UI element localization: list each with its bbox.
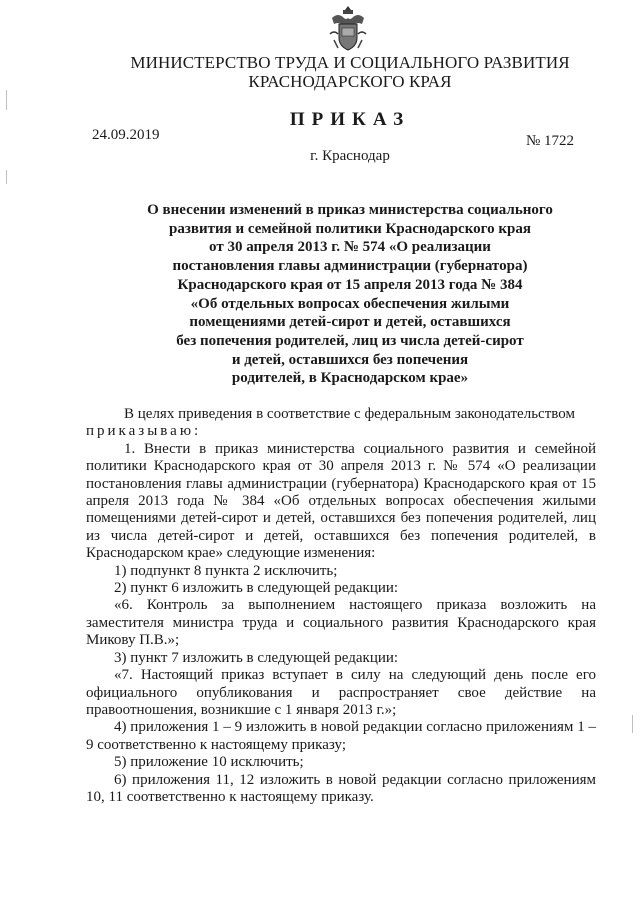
ministry-line-1: МИНИСТЕРСТВО ТРУДА И СОЦИАЛЬНОГО РАЗВИТИЯ (130, 53, 570, 72)
order-number: № 1722 (526, 133, 575, 149)
subitem-6: 6) приложения 11, 12 изложить в новой редакции согласно приложениям 10, 11 соответственно к настоящему приказу. (86, 771, 596, 805)
quote-item-6: «6. Контроль за выполнением настоящего приказа возложить на заместителя министра труда и социального развития Краснодарского края Микову П.В.»; (86, 597, 596, 649)
order-date: 24.09.2019 (92, 127, 160, 143)
order-city: г. Краснодар (310, 148, 390, 164)
subject-line: Краснодарского края от 15 апреля 2013 года № 384 (177, 276, 523, 293)
subitem-2: 2) пункт 6 изложить в следующей редакции: (114, 580, 399, 597)
order-subject (120, 201, 580, 388)
quote-item-7: «7. Настоящий приказ вступает в силу на следующий день после его официального опубликования и распространяет свое действие на правоотношения, возникшие с 1 января 2013 г.»; (86, 667, 596, 718)
subject-line: без попечения родителей, лиц из числа детей-сирот (176, 332, 524, 349)
order-word: приказываю: (86, 423, 202, 440)
item-1: 1. Внести в приказ министерства социального развития и семейной политики Краснодарского края от 30 апреля 2013 г. № 574 «О реализации постановления главы администрации (губернатора) Краснодарского края от 15 апреля 2013 года № 384 «Об отдельных вопросах обеспечения жилыми помещениями детей-сирот и детей, оставшихся без попечения родителей, лиц из числа детей-сирот и детей, оставшихся без попечения родителей, в Краснодарском крае» следующие изменения: (86, 440, 596, 562)
intro-paragraph: В целях приведения в соответствие с федеральным законодательством (124, 406, 575, 422)
subject-line: и детей, оставшихся без попечения (231, 351, 469, 368)
subject-line: «Об отдельных вопросах обеспечения жилыми (190, 295, 510, 312)
subject-line: постановления главы администрации (губернатора) (172, 258, 528, 275)
scan-margin-mark (632, 715, 633, 733)
scan-margin-mark (6, 90, 7, 110)
subject-line: от 30 апреля 2013 г. № 574 «О реализации (209, 239, 491, 256)
coat-of-arms-icon (328, 4, 368, 52)
subitem-5: 5) приложение 10 исключить; (114, 754, 304, 771)
subject-line: помещениями детей-сирот и детей, оставшихся (189, 314, 511, 331)
subitem-4: 4) приложения 1 – 9 изложить в новой редакции согласно приложениям 1 – 9 соответственно к настоящему приказу; (86, 719, 596, 753)
scan-margin-mark (6, 170, 7, 184)
ministry-name (120, 53, 580, 91)
subject-line: развития и семейной политики Краснодарского края (169, 220, 531, 237)
order-body (86, 406, 596, 806)
subitem-1: 1) подпункт 8 пункта 2 исключить; (114, 562, 338, 579)
subject-line: родителей, в Краснодарском крае» (231, 370, 469, 387)
subitem-3: 3) пункт 7 изложить в следующей редакции: (114, 649, 399, 666)
order-title: ПРИКАЗ (289, 109, 411, 130)
subject-line: О внесении изменений в приказ министерства социального (147, 202, 553, 218)
ministry-line-2: КРАСНОДАРСКОГО КРАЯ (248, 72, 452, 91)
